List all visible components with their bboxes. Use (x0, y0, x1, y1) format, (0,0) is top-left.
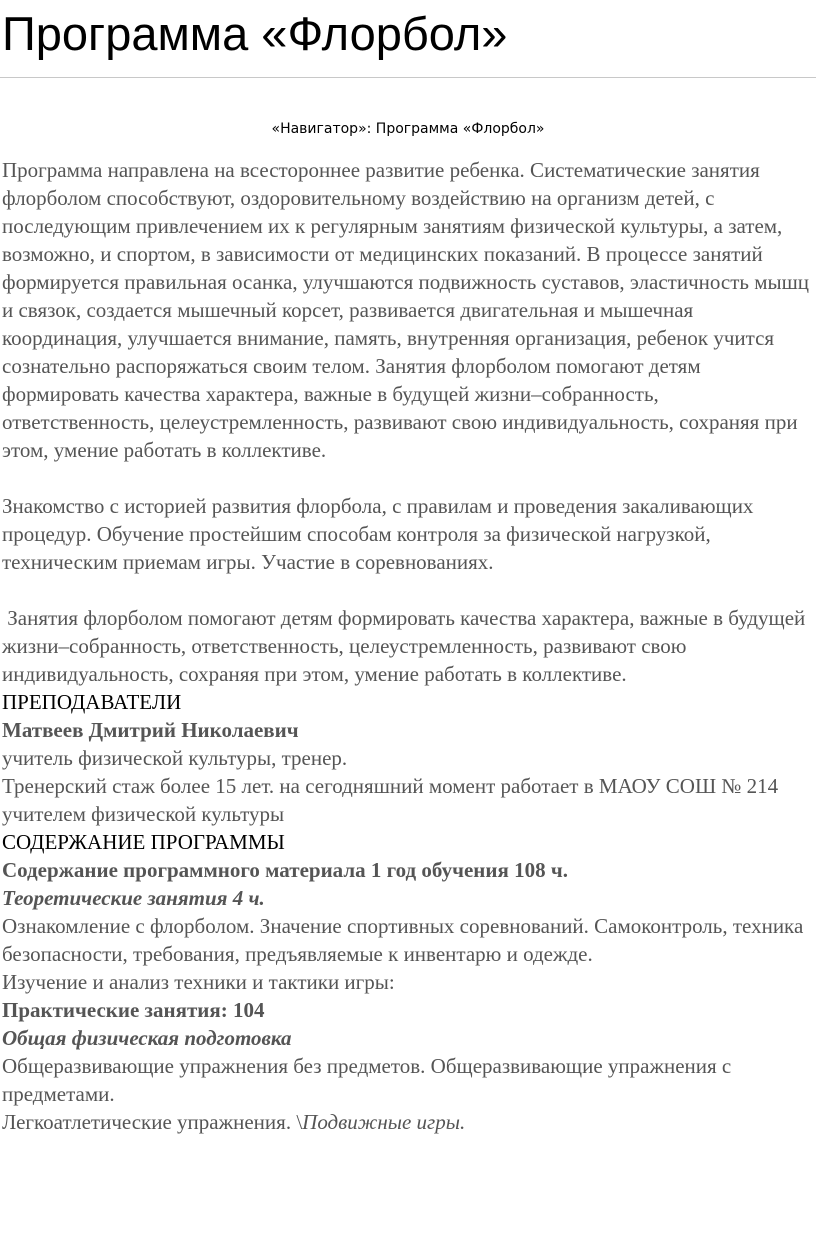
teacher-role: учитель физической культуры, тренер. (2, 746, 348, 770)
teachers-heading: ПРЕПОДАВАТЕЛИ (2, 690, 182, 714)
analysis-line: Изучение и анализ техники и тактики игры: (2, 970, 395, 994)
teacher-name: Матвеев Дмитрий Николаевич (2, 718, 299, 742)
program-content-title: Содержание программного материала 1 год обучения 108 ч. (2, 858, 568, 882)
theory-text: Ознакомление с флорболом. Значение спортивных соревнований. Самоконтроль, техника безопасности, требования, предъявляемые к инвентарю и одежде. (2, 914, 804, 966)
practice-title: Практические занятия: 104 (2, 998, 265, 1022)
third-paragraph: Занятия флорболом помогают детям формировать качества характера, важные в будущей жизни–собранность, ответственность, целеустремленность, развивают свою индивидуальность, сохраняя при этом, умение работать в коллективе. (2, 606, 811, 686)
athletics-games-italic: Подвижные игры. (302, 1110, 466, 1134)
teacher-experience: Тренерский стаж более 15 лет. на сегодняшний момент работает в МАОУ СОШ № 214 учителем физической культуры (2, 774, 779, 826)
program-heading: СОДЕРЖАНИЕ ПРОГРАММЫ (2, 830, 285, 854)
second-paragraph: Знакомство с историей развития флорбола, с правилам и проведения закаливающих процедур. Обучение простейшим способам контроля за физической нагрузкой, техническим приемам игры. Участие в соревнованиях. (2, 494, 754, 574)
athletics-line (2, 1108, 814, 1136)
theory-title: Теоретические занятия 4 ч. (2, 886, 265, 910)
general-training-title: Общая физическая подготовка (2, 1026, 292, 1050)
athletics-text: Легкоатлетические упражнения. \ (2, 1110, 303, 1134)
page-title: Программа «Флорбол» (2, 7, 508, 60)
general-training-text: Общеразвивающие упражнения без предметов. Общеразвивающие упражнения с предметами. (2, 1054, 732, 1106)
navigator-subtitle: «Навигатор»: Программа «Флорбол» (271, 121, 545, 137)
intro-paragraph: Программа направлена на всестороннее развитие ребенка. Систематические занятия флорболом способствуют, оздоровительному воздействию на организм детей, с последующим привлечением их к регулярным занятиям физической культуры, а затем, возможно, и спортом, в зависимости от медицинских показаний. В процессе занятий формируется правильная осанка, улучшаются подвижность суставов, эластичность мышц и связок, создается мышечный корсет, развивается двигательная и мышечная координация, улучшается внимание, память, внутренняя организация, ребенок учится сознательно распоряжаться своим телом. Занятия флорболом помогают детям формировать качества характера, важные в будущей жизни–собранность, ответственность, целеустремленность, развивают свою индивидуальность, сохраняя при этом, умение работать в коллективе. (2, 158, 810, 462)
title-divider (0, 77, 816, 78)
paragraph-spacer (2, 576, 814, 604)
paragraph-spacer (2, 464, 814, 492)
document-body (2, 156, 814, 1136)
